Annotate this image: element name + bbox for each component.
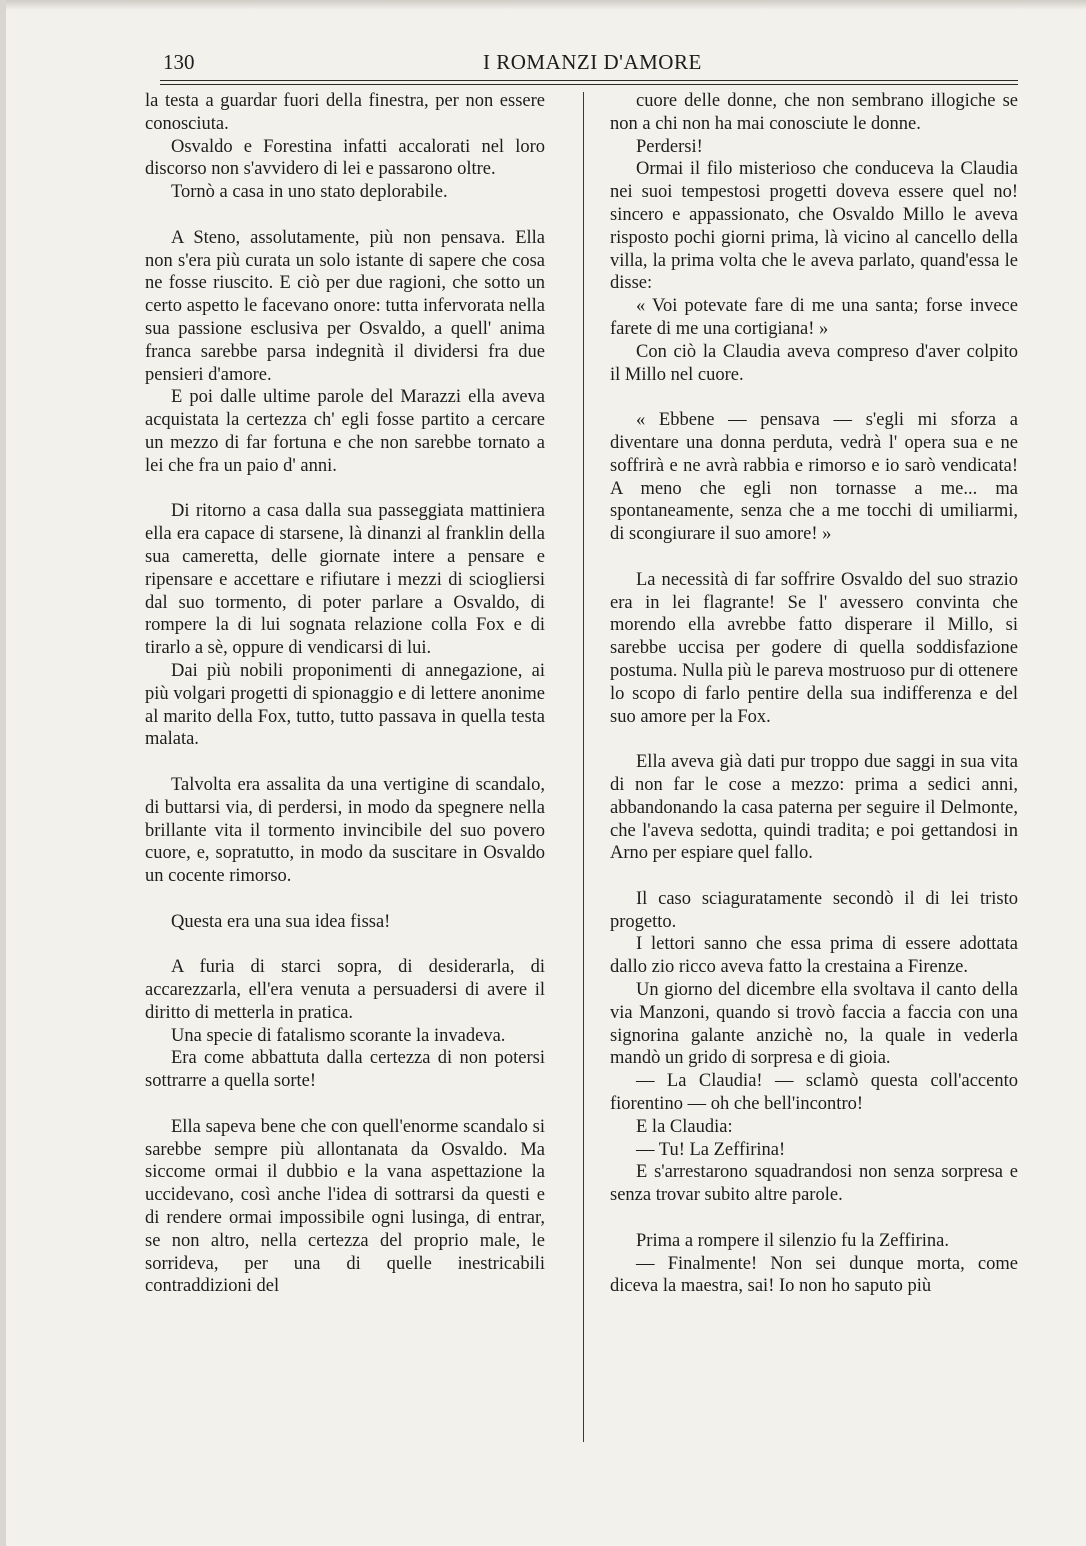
header-rule-bottom (160, 84, 1018, 85)
paragraph: Una specie di fatalismo scorante la invadeva. (171, 1025, 506, 1046)
paragraph: Ormai il filo misterioso che conduceva la Claudia nei suoi tempestosi progetti doveva essere quel no! sincero e appassionato, che Osvaldo Millo le aveva risposto pochi giorni prima, là vicino al cancello della villa, la prima volta che le aveva parlato, quand'essa le disse: (610, 159, 1018, 294)
paragraph: A furia di starci sopra, di desiderarla, di accarezzarla, ell'era venuta a persuadersi di avere il diritto di metterla in pratica. (145, 957, 545, 1023)
scan-top-edge (0, 0, 1086, 10)
paragraph: Di ritorno a casa dalla sua passeggiata mattiniera ella era capace di starsene, là dinanzi al franklin della sua cameretta, delle giornate intere a pensare e ripensare e accettare e rifiutare i mezzi di sciogliersi dal suo tormento, di poter parlare a Osvaldo, di rompere la di lui sognata relazione colla Fox e di tirarlo a sè, oppure di vendicarsi di lui. (145, 501, 545, 659)
paragraph: Talvolta era assalita da una vertigine di scandalo, di buttarsi via, di perdersi, in modo da spegnere nella brillante vita il tormento invincibile del suo povero cuore, e, sopratutto, in modo da suscitare in Osvaldo un cocente rimorso. (145, 774, 545, 887)
page-header (163, 50, 1018, 80)
column-divider (583, 92, 584, 1442)
paragraph: Ella aveva già dati pur troppo due saggi in sua vita di non far le cose a mezzo: prima a sedici anni, abbandonando la casa paterna per seguire il Delmonte, che l'aveva sedotta, quindi tradita; e poi gettandosi in Arno per espiare quel fallo. (610, 752, 1018, 864)
paragraph: cuore delle donne, che non sembrano illogiche se non a chi non ha mai conosciute le donne. (610, 91, 1018, 134)
paragraph: Ella sapeva bene che con quell'enorme scandalo si sarebbe sempre più allontanata da Osvaldo. Ma siccome ormai il dubbio e la vana aspettazione la uccidevano, così anche l'idea di sottrarsi da questi e di rendere ormai impossibile ogni lusinga, di entrar, se non altro, nella certezza del proprio male, le sorrideva, per una di quelle inestricabili contraddizioni del (145, 1116, 545, 1297)
paragraph: Tornò a casa in uno stato deplorabile. (171, 182, 448, 203)
paragraph: E la Claudia: (636, 1116, 733, 1137)
paragraph: Era come abbattuta dalla certezza di non potersi sottrarre a quella sorte! (145, 1048, 545, 1092)
right-column (610, 90, 1018, 1298)
paragraph: Con ciò la Claudia aveva compreso d'aver colpito il Millo nel cuore. (610, 341, 1018, 385)
paragraph: — Finalmente! Non sei dunque morta, come diceva la maestra, sai! Io non ho saputo più (610, 1253, 1018, 1297)
paragraph: Il caso sciaguratamente secondò il di lei tristo progetto. (610, 888, 1018, 932)
left-column (145, 90, 545, 1298)
paragraph: Osvaldo e Forestina infatti accalorati nel loro discorso non s'avvidero di lei e passarono oltre. (145, 136, 545, 180)
paragraph: « Voi potevate fare di me una santa; forse invece farete di me una cortigiana! » (610, 296, 1018, 339)
scan-left-edge (0, 0, 6, 1546)
paragraph: la testa a guardar fuori della finestra, per non essere conosciuta. (145, 91, 545, 134)
page-number: 130 (163, 50, 195, 74)
paragraph: Un giorno del dicembre ella svoltava il canto della via Manzoni, quando si trovò faccia a faccia con una signorina galante anzichè no, la quale in vederla mandò un grido di sorpresa e di gioia. (610, 980, 1018, 1069)
paragraph: E poi dalle ultime parole del Marazzi ella aveva acquistata la certezza ch' egli fosse partito a cercare un mezzo di far fortuna e che non sarebbe tornato a lei che fra un paio d' anni. (145, 387, 545, 476)
paragraph: Perdersi! (636, 136, 703, 157)
paragraph: Dai più nobili proponimenti di annegazione, ai più volgari progetti di spionaggio e di lettere anonime al marito della Fox, tutto, tutto passava in quella testa malata. (145, 660, 545, 750)
paragraph: A Steno, assolutamente, più non pensava. Ella non s'era più curata un solo istante di sapere che cosa ne fosse riuscito. E ciò per due ragioni, che sotto un certo aspetto le facevano onore: tutta infervorata nella sua passione esclusiva per Osvaldo, a quell' anima franca sarebbe parsa indegnità il dividersi fra due pensieri d'amore. (145, 227, 545, 385)
paragraph: Questa era una sua idea fissa! (171, 911, 391, 932)
paragraph: La necessità di far soffrire Osvaldo del suo strazio era in lei flagrante! Se l' avessero convinta che morendo ella avrebbe fatto disperare il Millo, si sarebbe uccisa per godere di quella soddisfazione postuma. Nulla più le pareva mostruoso pur di ottenere lo scopo di farlo pentire della sua indifferenza e del suo amore per la Fox. (610, 569, 1018, 727)
paragraph: Prima a rompere il silenzio fu la Zeffirina. (636, 1230, 950, 1251)
running-title: I ROMANZI D'AMORE (483, 50, 702, 74)
paragraph: « Ebbene — pensava — s'egli mi sforza a diventare una donna perduta, vedrà l' opera sua e ne soffrirà e ne avrà rabbia e rimorso e io sarò vendicata! A meno che egli non tornasse a me... ma spontaneamente, senza che a me tocchi di umiliarmi, di scongiurare il suo amore! » (610, 410, 1018, 545)
paragraph: — Tu! La Zeffirina! (636, 1139, 786, 1160)
paragraph: E s'arrestarono squadrandosi non senza sorpresa e senza trovar subito altre parole. (610, 1162, 1018, 1206)
paragraph: I lettori sanno che essa prima di essere adottata dallo zio ricco aveva fatto la crestaina a Firenze. (610, 934, 1018, 978)
header-rule-top (160, 80, 1018, 81)
paragraph: — La Claudia! — sclamò questa coll'accento fiorentino — oh che bell'incontro! (610, 1071, 1018, 1115)
